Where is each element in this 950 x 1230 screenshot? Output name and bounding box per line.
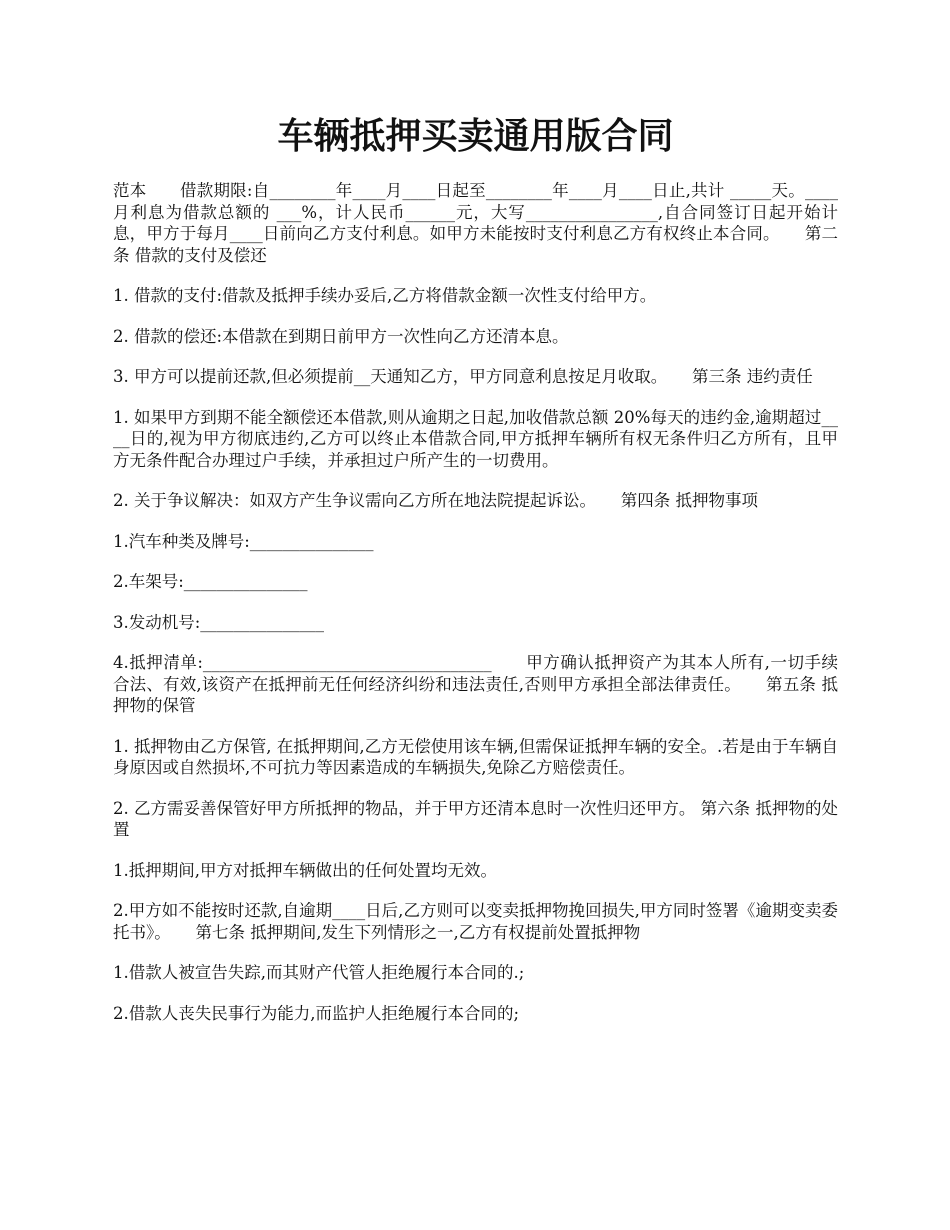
paragraph-incapacity: 2.借款人丧失民事行为能力,而监护人拒绝履行本合同的;: [113, 1003, 520, 1023]
document-title: 车辆抵押买卖通用版合同: [277, 115, 674, 157]
paragraph-disposal-invalid: 1.抵押期间,甲方对抵押车辆做出的任何处置均无效。: [113, 860, 497, 880]
paragraph-loan-payment: 1. 借款的支付:借款及抵押手续办妥后,乙方将借款金额一次性支付给甲方。: [113, 286, 657, 305]
paragraph-frame-number: 2.车架号:_______________: [113, 572, 308, 591]
paragraph-missing-borrower: 1.借款人被宣告失踪,而其财产代管人拒绝履行本合同的.;: [113, 963, 525, 982]
paragraph-loan-repayment: 2. 借款的偿还:本借款在到期日前甲方一次性向乙方还清本息。: [113, 326, 569, 346]
paragraph-collateral-list: 4.抵押清单:___________________________________ 甲方确认抵押资产为其本人所有,一切手续合法、有效,该资产在抵押前无任何经济纠纷和违法责任,否则甲方承担全部法律责任。 第五条 抵押物的保管: [113, 653, 838, 715]
paragraph-vehicle-type: 1.汽车种类及牌号:_______________: [113, 531, 374, 551]
document-body: [113, 180, 838, 1024]
paragraph-breach: 1. 如果甲方到期不能全额偿还本借款,则从逾期之日起,加收借款总额 20%每天的违约金,逾期超过____日的,视为甲方彻底违约,乙方可以终止本借款合同,甲方抵押车辆所有权无条件归乙方所有，且甲方无条件配合办理过户手续，并承担过户所产生的一切费用。: [113, 407, 838, 470]
paragraph-overdue-sale: 2.甲方如不能按时还款,自逾期____日后,乙方则可以变卖抵押物挽回损失,甲方同时签署《逾期变卖委托书》。 第七条 抵押期间,发生下列情形之一,乙方有权提前处置抵押物: [113, 901, 838, 942]
paragraph-early-repayment: 3. 甲方可以提前还款,但必须提前__天通知乙方，甲方同意利息按足月收取。 第三条 违约责任: [113, 367, 813, 386]
paragraph-intro: 范本 借款期限:自________年____月____日起至________年____月____日止,共计 _____天。____月利息为借款总额的 ___%，计人民币______元，大写________________,自合同签订日起开始计息，甲方于每月____日前向乙方支付利息。如甲方未能按时支付利息乙方有权终止本合同。 第二条 借款的支付及偿还: [113, 181, 838, 265]
paragraph-engine-number: 3.发动机号:_______________: [113, 612, 325, 632]
paragraph-return: 2. 乙方需妥善保管好甲方所抵押的物品，并于甲方还清本息时一次性归还甲方。 第六条 抵押物的处置: [113, 798, 838, 839]
paragraph-dispute: 2. 关于争议解决：如双方产生争议需向乙方所在地法院提起诉讼。 第四条 抵押物事项: [113, 491, 758, 510]
paragraph-custody: 1. 抵押物由乙方保管, 在抵押期间,乙方无偿使用该车辆,但需保证抵押车辆的安全。.若是由于车辆自身原因或自然损坏,不可抗力等因素造成的车辆损失,免除乙方赔偿责任。: [113, 736, 838, 777]
